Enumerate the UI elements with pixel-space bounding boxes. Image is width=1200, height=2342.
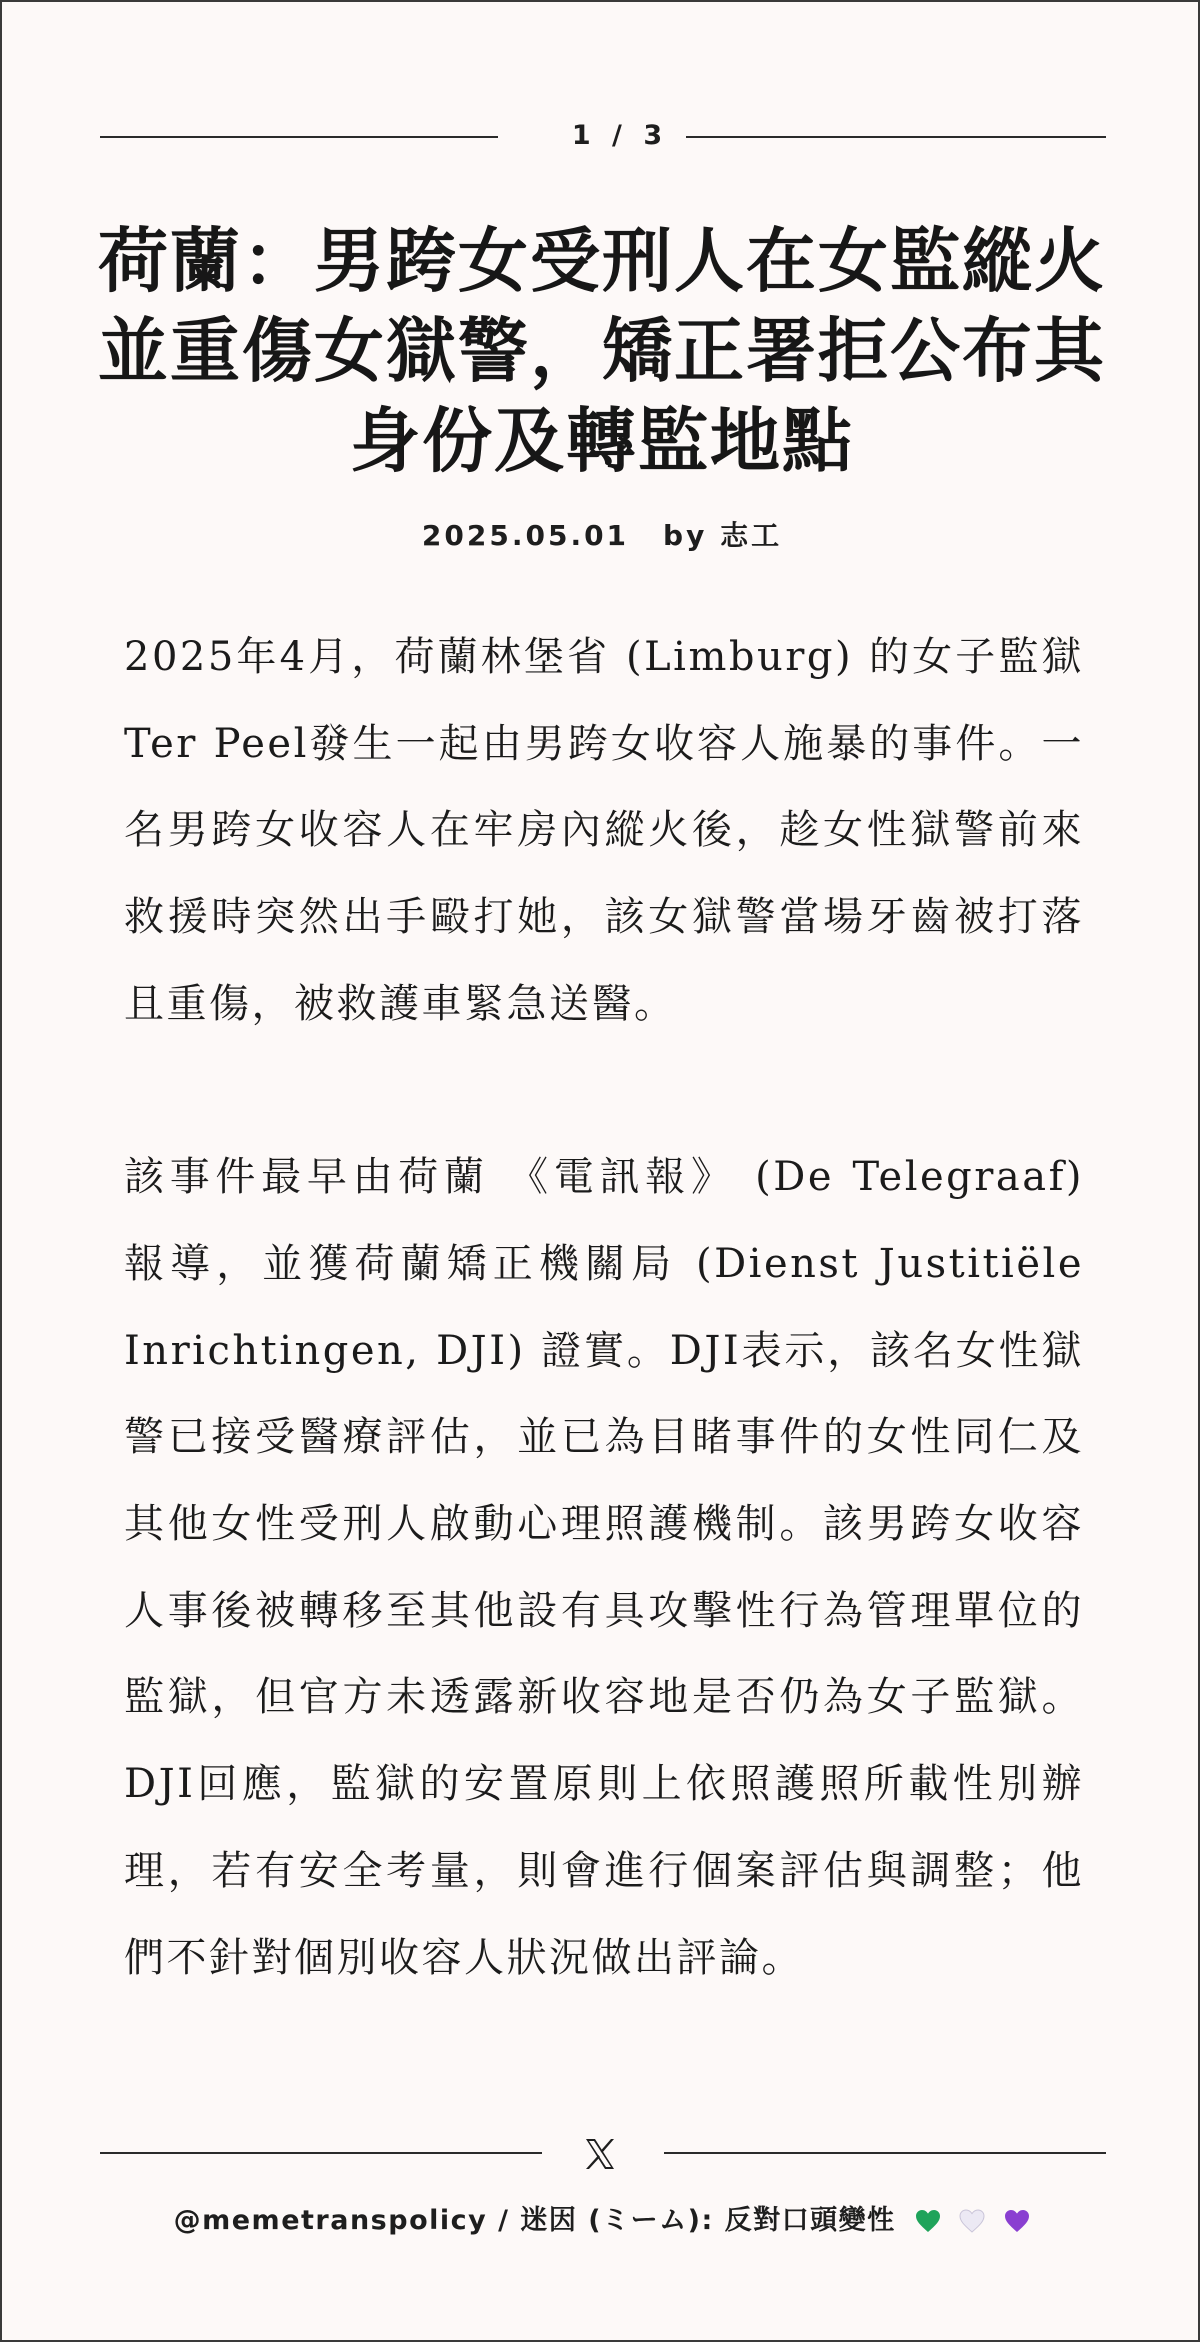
x-logo-icon <box>582 2136 618 2172</box>
green-heart-icon <box>915 2209 941 2233</box>
white-heart-icon <box>959 2209 985 2233</box>
article-paragraph: 2025年4月，荷蘭林堡省 (Limburg) 的女子監獄Ter Peel發生一起由男跨女收容人施暴的事件。一名男跨女收容人在牢房內縱火後，趁女性獄警前來救援時突然出手毆打她，該女獄警當場牙齒被打落且重傷，被救護車緊急送醫。 <box>124 634 1084 1027</box>
article-author: by 志工 <box>663 519 783 552</box>
footer-divider-right <box>664 2152 1106 2154</box>
article-date: 2025.05.01 <box>421 519 630 552</box>
article-body <box>124 614 1084 2001</box>
footer-divider-left <box>100 2152 542 2154</box>
header-divider-right <box>686 136 1106 138</box>
page-footer-divider <box>100 2134 1106 2174</box>
article-paragraph: 該事件最早由荷蘭 《電訊報》 (De Telegraaf) 報導，並獲荷蘭矯正機關局 (Dienst Justitiële Inrichtingen, DJI) 證實。DJI表示，該名女性獄警已接受醫療評估，並已為目睹事件的女性同仁及其他女性受刑人啟動心理照護機制。該男跨女收容人事後被轉移至其他設有具攻擊性行為管理單位的監獄，但官方未透露新收容地是否仍為女子監獄。DJI回應，監獄的安置原則上依照護照所載性別辦理，若有安全考量，則會進行個案評估與調整；他們不針對個別收容人狀況做出評論。 <box>124 1154 1084 1981</box>
header-divider-left <box>100 136 498 138</box>
footer-credit <box>102 2198 1102 2237</box>
footer-handle: @memetranspolicy / 迷因 (ミーム): 反對口頭變性 <box>173 2205 896 2236</box>
purple-heart-icon <box>1004 2209 1030 2233</box>
article-title: 荷蘭：男跨女受刑人在女監縱火並重傷女獄警，矯正署拒公布其身份及轉監地點 <box>98 220 1106 482</box>
page-indicator: 1 / 3 <box>571 120 669 151</box>
page-header <box>100 116 1106 156</box>
article-byline <box>202 514 1002 554</box>
